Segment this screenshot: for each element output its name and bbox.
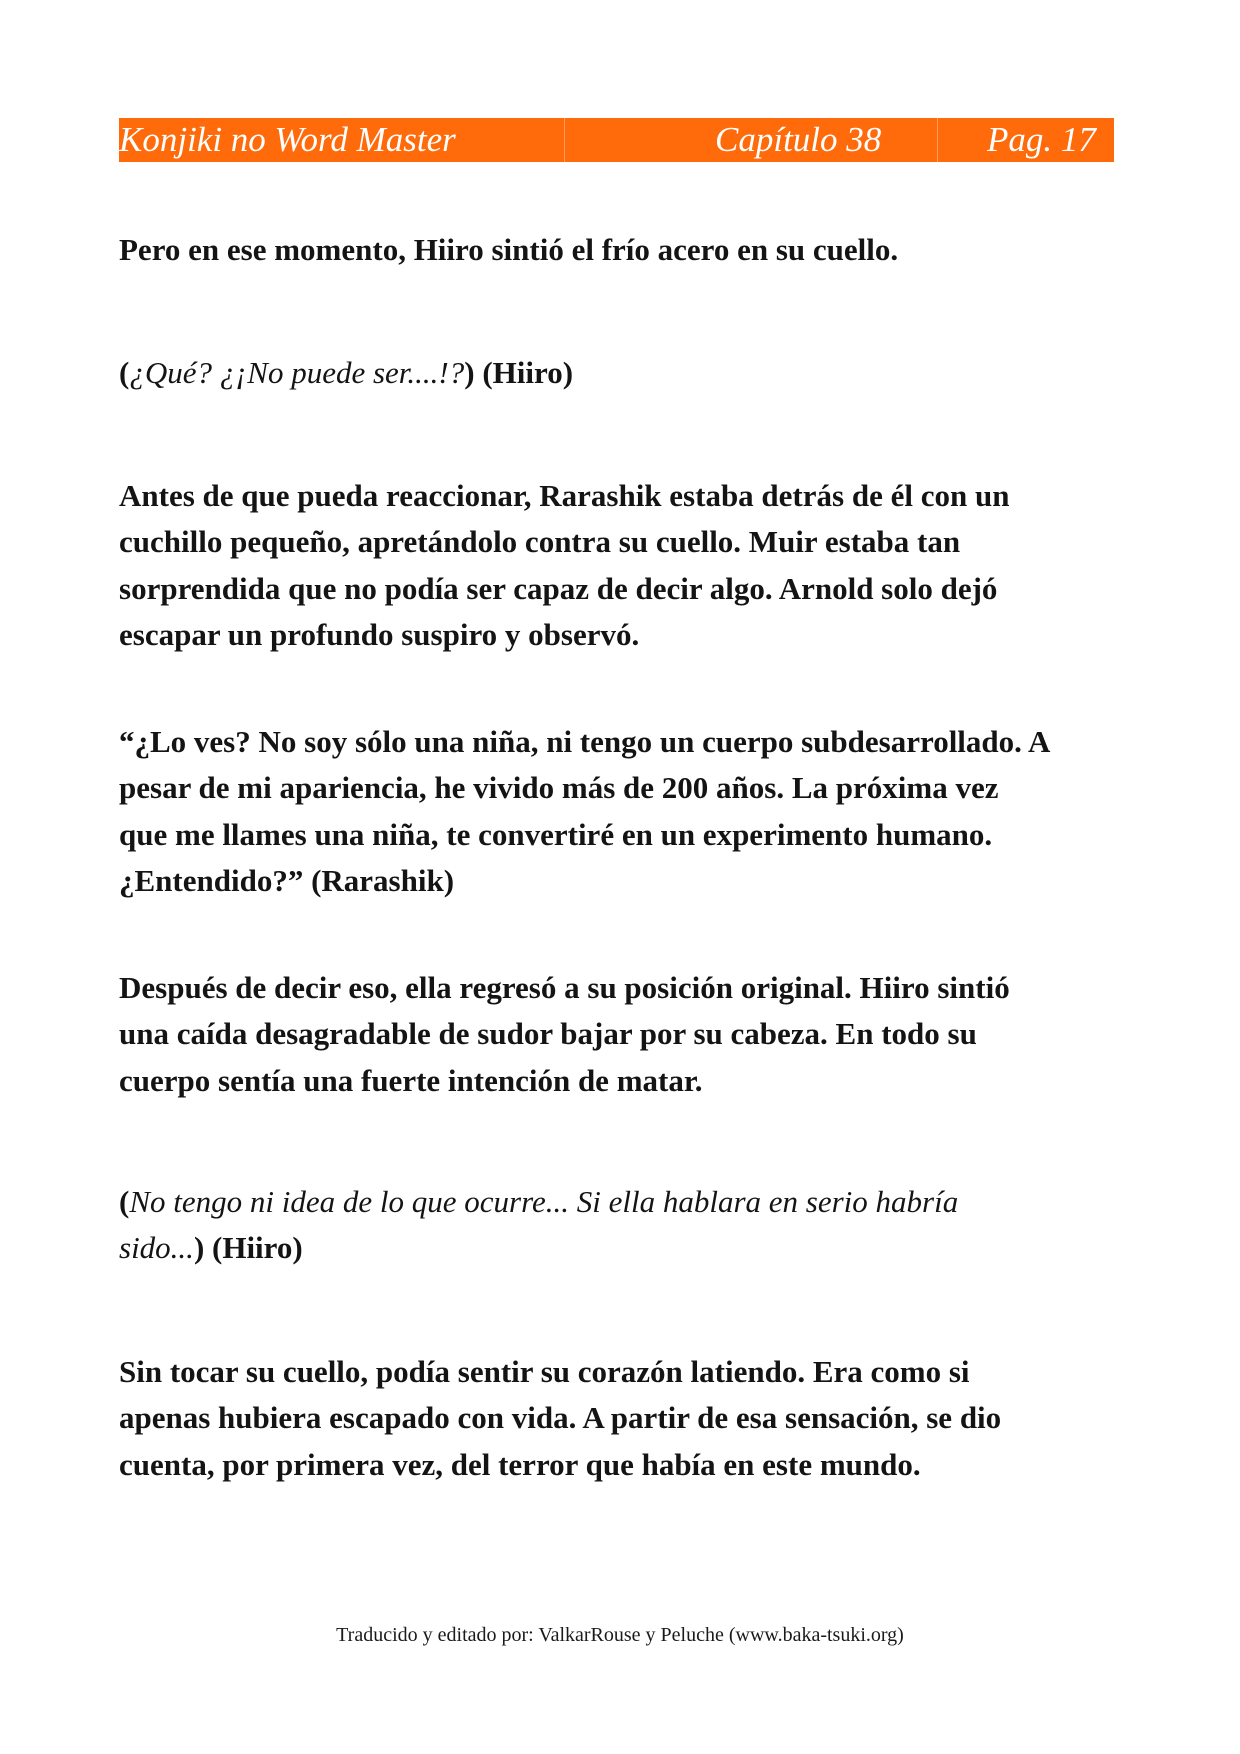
text-line: cuenta, por primera vez, del terror que había en este mundo. — [119, 1446, 921, 1482]
text-line: que me llames una niña, te convertiré en un experimento humano. — [119, 816, 993, 852]
text-line: ¿Entendido?” (Rarashik) — [119, 862, 455, 898]
paren-open: ( — [119, 1184, 130, 1219]
text-line: una caída desagradable de sudor bajar por su cabeza. En todo su — [119, 1016, 977, 1052]
text-line: pesar de mi apariencia, he vivido más de 200 años. La próxima vez — [119, 770, 999, 806]
page-header — [119, 118, 1114, 162]
chapter-label: Capítulo 38 — [715, 120, 882, 159]
paragraph-5 — [119, 965, 1129, 1104]
text-line: sorprendida que no podía ser capaz de decir algo. Arnold solo dejó — [119, 570, 998, 606]
paren-open: ( — [119, 355, 130, 390]
text-line: cuchillo pequeño, apretándolo contra su cuello. Muir estaba tan — [119, 524, 961, 560]
paragraph-3 — [119, 473, 1129, 658]
text-line: Antes de que pueda reaccionar, Rarashik estaba detrás de él con un — [119, 478, 1010, 513]
text-line: Sin tocar su cuello, podía sentir su corazón latiendo. Era como si — [119, 1354, 970, 1389]
text-line: “¿Lo ves? No soy sólo una niña, ni tengo un cuerpo subdesarrollado. A — [119, 724, 1051, 759]
novel-title: Konjiki no Word Master — [119, 120, 456, 159]
paragraph-6-thought — [119, 1179, 1129, 1272]
paragraph-4-dialogue — [119, 719, 1144, 904]
page-number: Pag. 17 — [987, 120, 1096, 159]
header-divider — [937, 118, 938, 162]
speaker-tag: ) (Hiiro) — [193, 1230, 303, 1266]
footer-credit: Traducido y editado por: ValkarRouse y Peluche (www.baka-tsuki.org) — [336, 1624, 904, 1646]
paragraph-2-thought — [119, 350, 1129, 396]
text-line: apenas hubiera escapado con vida. A partir de esa sensación, se dio — [119, 1400, 1002, 1436]
text-line: Pero en ese momento, Hiiro sintió el frío acero en su cuello. — [119, 232, 899, 267]
text-line: Después de decir eso, ella regresó a su posición original. Hiiro sintió — [119, 970, 1010, 1005]
speaker-tag: ) (Hiiro) — [464, 355, 574, 390]
paragraph-7 — [119, 1349, 1129, 1488]
text-line: cuerpo sentía una fuerte intención de matar. — [119, 1062, 703, 1098]
thought-text: No tengo ni idea de lo que ocurre... Si ella hablara en serio habría — [129, 1184, 959, 1219]
paragraph-1 — [119, 227, 1129, 273]
thought-text: sido... — [119, 1230, 194, 1266]
thought-text: ¿Qué? ¿¡No puede ser....!? — [129, 355, 465, 390]
text-line: escapar un profundo suspiro y observó. — [119, 616, 640, 652]
header-divider — [564, 118, 565, 162]
